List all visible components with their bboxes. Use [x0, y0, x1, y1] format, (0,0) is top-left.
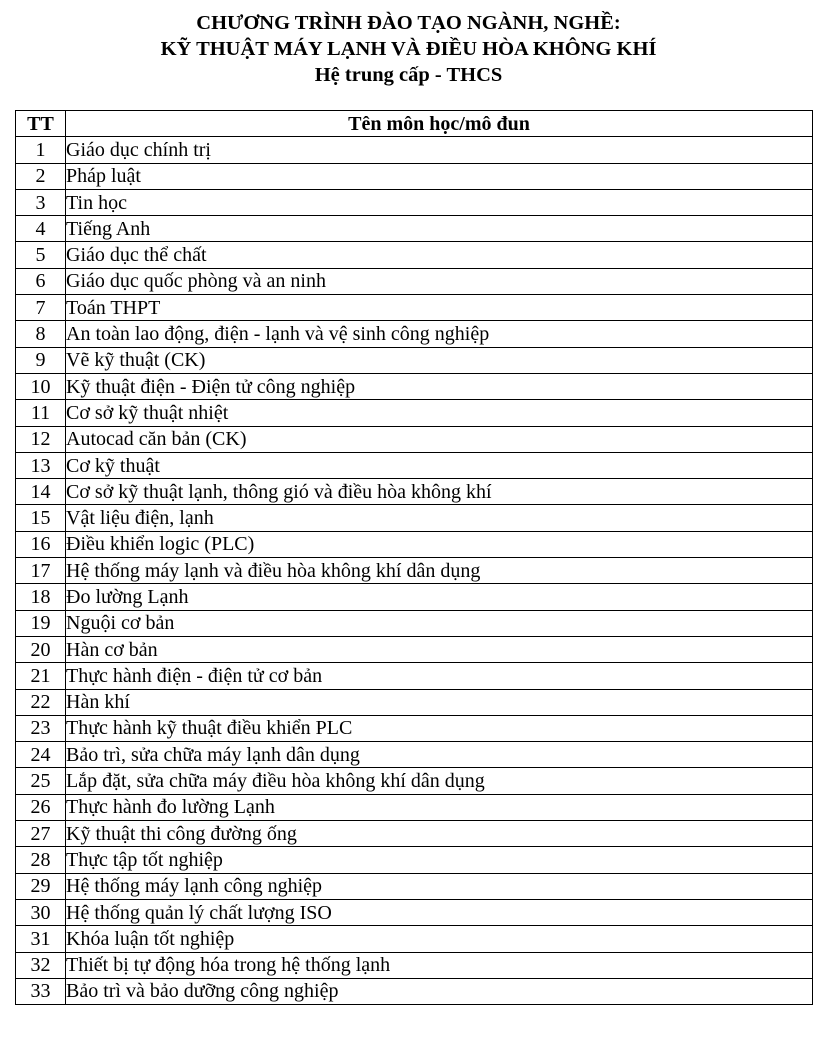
table-header-row — [16, 111, 813, 137]
row-number: 10 — [16, 373, 66, 399]
table-row — [16, 794, 813, 820]
table-row — [16, 295, 813, 321]
subject-name: Đo lường Lạnh — [66, 584, 813, 610]
row-number: 2 — [16, 163, 66, 189]
row-number: 32 — [16, 952, 66, 978]
row-number: 30 — [16, 899, 66, 925]
title-line-1: CHƯƠNG TRÌNH ĐÀO TẠO NGÀNH, NGHỀ: — [196, 12, 621, 34]
table-row — [16, 163, 813, 189]
table-row — [16, 242, 813, 268]
row-number: 27 — [16, 821, 66, 847]
table-row — [16, 479, 813, 505]
table-row — [16, 558, 813, 584]
table-row — [16, 873, 813, 899]
subject-name: Giáo dục chính trị — [66, 137, 813, 163]
subject-name: Hàn khí — [66, 689, 813, 715]
row-number: 24 — [16, 742, 66, 768]
table-row — [16, 321, 813, 347]
table-row — [16, 373, 813, 399]
row-number: 14 — [16, 479, 66, 505]
table-row — [16, 400, 813, 426]
subject-name: Hàn cơ bản — [66, 636, 813, 662]
row-number: 22 — [16, 689, 66, 715]
row-number: 4 — [16, 216, 66, 242]
table-row — [16, 847, 813, 873]
subject-name: Thực hành điện - điện tử cơ bản — [66, 663, 813, 689]
table-body — [16, 137, 813, 1005]
subject-name: Điều khiển logic (PLC) — [66, 531, 813, 557]
subject-name: Thiết bị tự động hóa trong hệ thống lạnh — [66, 952, 813, 978]
subject-name: Khóa luận tốt nghiệp — [66, 926, 813, 952]
subject-name: Bảo trì và bảo dưỡng công nghiệp — [66, 978, 813, 1004]
row-number: 17 — [16, 558, 66, 584]
table-row — [16, 689, 813, 715]
table-row — [16, 505, 813, 531]
subject-name: Vật liệu điện, lạnh — [66, 505, 813, 531]
table-row — [16, 452, 813, 478]
column-header-tt: TT — [16, 111, 66, 137]
subject-name: Cơ sở kỹ thuật nhiệt — [66, 400, 813, 426]
row-number: 18 — [16, 584, 66, 610]
subject-name: Cơ kỹ thuật — [66, 452, 813, 478]
curriculum-table — [15, 110, 813, 1005]
subject-name: Kỹ thuật thi công đường ống — [66, 821, 813, 847]
row-number: 13 — [16, 452, 66, 478]
table-row — [16, 821, 813, 847]
table-row — [16, 926, 813, 952]
subject-name: Toán THPT — [66, 295, 813, 321]
row-number: 19 — [16, 610, 66, 636]
subject-name: Tiếng Anh — [66, 216, 813, 242]
subject-name: Thực hành kỹ thuật điều khiển PLC — [66, 715, 813, 741]
table-row — [16, 663, 813, 689]
column-header-name: Tên môn học/mô đun — [66, 111, 813, 137]
subject-name: Hệ thống máy lạnh và điều hòa không khí dân dụng — [66, 558, 813, 584]
table-row — [16, 742, 813, 768]
row-number: 20 — [16, 636, 66, 662]
row-number: 1 — [16, 137, 66, 163]
row-number: 25 — [16, 768, 66, 794]
row-number: 31 — [16, 926, 66, 952]
subject-name: Autocad căn bản (CK) — [66, 426, 813, 452]
row-number: 8 — [16, 321, 66, 347]
subject-name: Hệ thống quản lý chất lượng ISO — [66, 899, 813, 925]
subject-name: Lắp đặt, sửa chữa máy điều hòa không khí dân dụng — [66, 768, 813, 794]
row-number: 15 — [16, 505, 66, 531]
row-number: 11 — [16, 400, 66, 426]
table-row — [16, 952, 813, 978]
table-row — [16, 768, 813, 794]
row-number: 29 — [16, 873, 66, 899]
subject-name: Bảo trì, sửa chữa máy lạnh dân dụng — [66, 742, 813, 768]
row-number: 5 — [16, 242, 66, 268]
table-row — [16, 978, 813, 1004]
table-row — [16, 347, 813, 373]
row-number: 33 — [16, 978, 66, 1004]
row-number: 12 — [16, 426, 66, 452]
subject-name: Giáo dục thể chất — [66, 242, 813, 268]
subject-name: Tin học — [66, 189, 813, 215]
subtitle: Hệ trung cấp - THCS — [314, 64, 503, 86]
row-number: 23 — [16, 715, 66, 741]
subject-name: An toàn lao động, điện - lạnh và vệ sinh công nghiệp — [66, 321, 813, 347]
row-number: 6 — [16, 268, 66, 294]
title-line-2: KỸ THUẬT MÁY LẠNH VÀ ĐIỀU HÒA KHÔNG KHÍ — [160, 38, 657, 60]
subject-name: Giáo dục quốc phòng và an ninh — [66, 268, 813, 294]
row-number: 26 — [16, 794, 66, 820]
row-number: 3 — [16, 189, 66, 215]
table-row — [16, 426, 813, 452]
subject-name: Thực tập tốt nghiệp — [66, 847, 813, 873]
table-row — [16, 137, 813, 163]
table-row — [16, 636, 813, 662]
row-number: 7 — [16, 295, 66, 321]
subject-name: Nguội cơ bản — [66, 610, 813, 636]
subject-name: Vẽ kỹ thuật (CK) — [66, 347, 813, 373]
subject-name: Pháp luật — [66, 163, 813, 189]
subject-name: Hệ thống máy lạnh công nghiệp — [66, 873, 813, 899]
table-row — [16, 531, 813, 557]
document-header — [0, 10, 817, 88]
row-number: 28 — [16, 847, 66, 873]
table-row — [16, 268, 813, 294]
row-number: 9 — [16, 347, 66, 373]
subject-name: Thực hành đo lường Lạnh — [66, 794, 813, 820]
row-number: 16 — [16, 531, 66, 557]
table-row — [16, 584, 813, 610]
table-row — [16, 899, 813, 925]
row-number: 21 — [16, 663, 66, 689]
table-row — [16, 189, 813, 215]
table-row — [16, 216, 813, 242]
table-row — [16, 610, 813, 636]
subject-name: Kỹ thuật điện - Điện tử công nghiệp — [66, 373, 813, 399]
subject-name: Cơ sở kỹ thuật lạnh, thông gió và điều hòa không khí — [66, 479, 813, 505]
table-row — [16, 715, 813, 741]
